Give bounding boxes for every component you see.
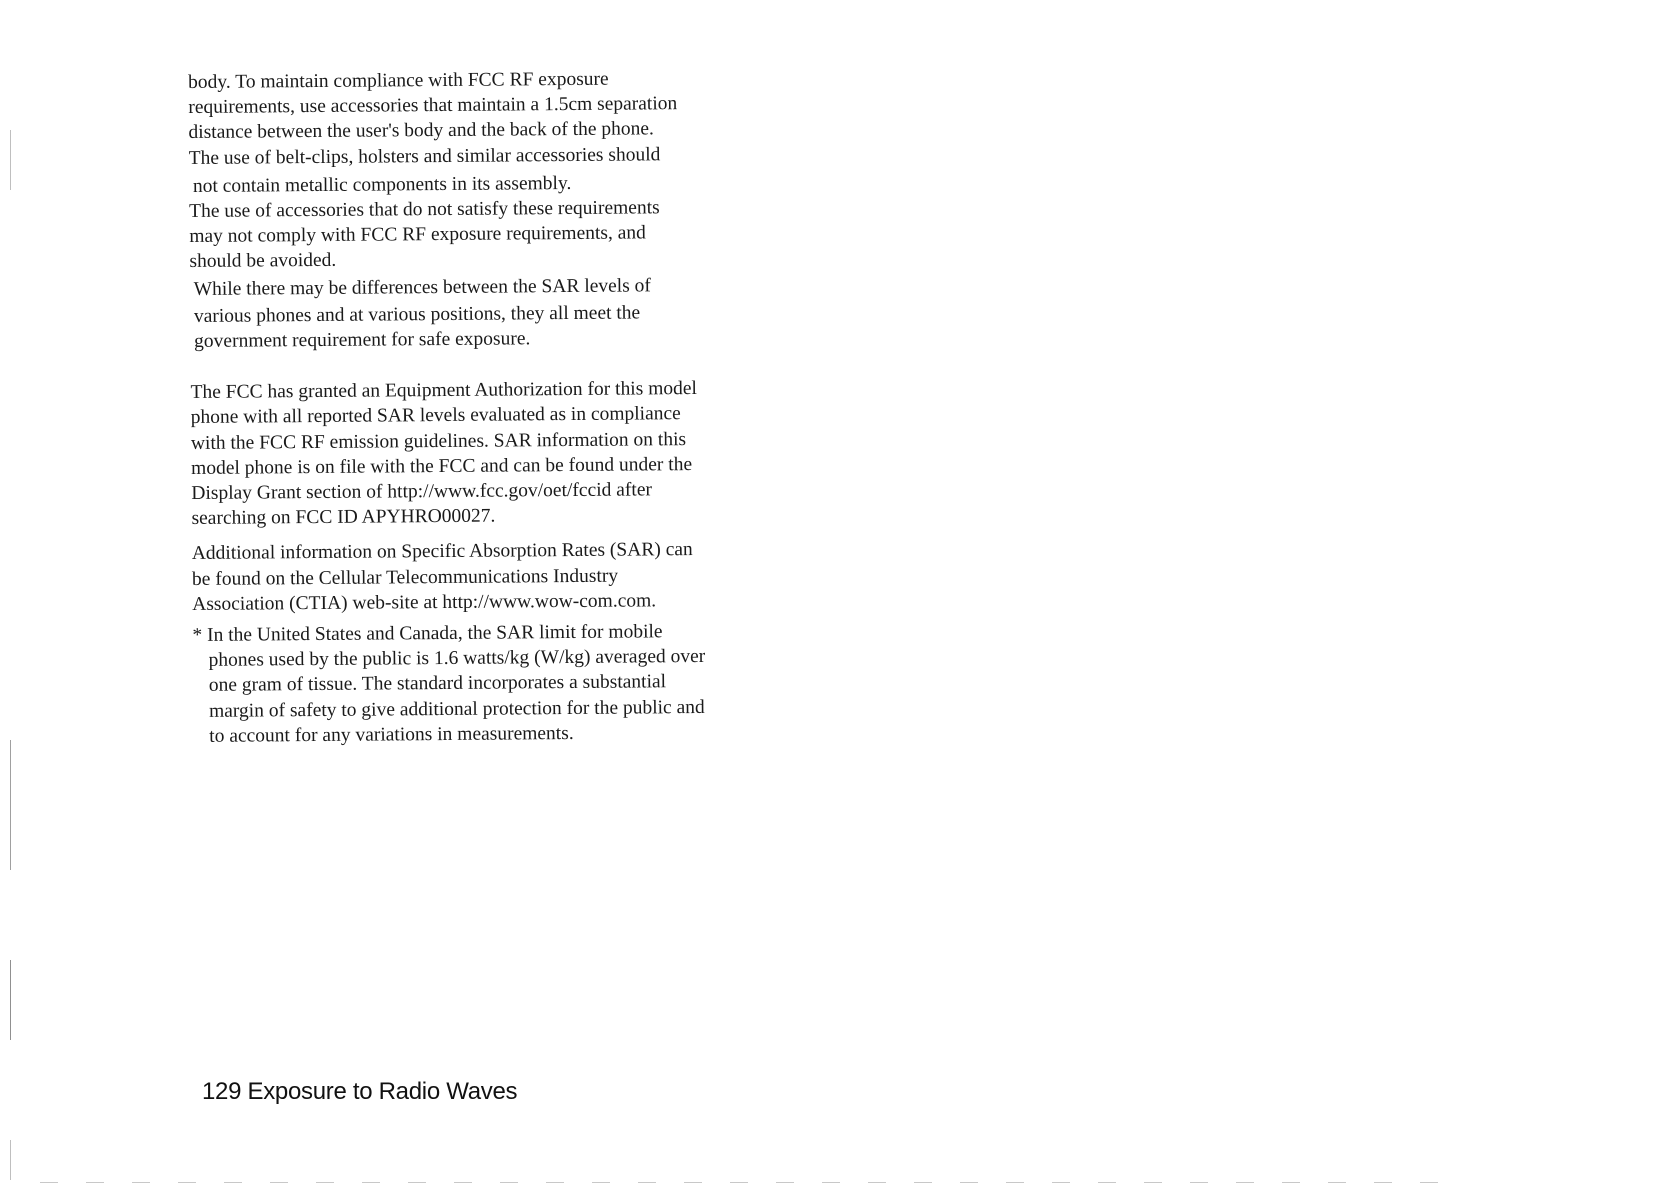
text-line: Display Grant section of http://www.fcc.gov/oet/fccid after <box>191 479 653 505</box>
scan-artifact <box>10 1140 11 1180</box>
text-line: model phone is on file with the FCC and can be found under the <box>191 453 693 479</box>
text-line: The FCC has granted an Equipment Authorization for this model <box>190 378 697 404</box>
text-line: While there may be differences between the SAR levels of <box>193 274 651 300</box>
paragraph-additional-info <box>192 537 753 617</box>
footnote-line: phones used by the public is 1.6 watts/kg (W/kg) averaged over <box>208 646 706 672</box>
footnote-line: margin of safety to give additional protection for the public and <box>208 696 705 722</box>
scan-artifact <box>10 960 11 1040</box>
paragraph-accessories <box>188 66 750 355</box>
footnote-line: * In the United States and Canada, the SAR limit for mobile <box>192 621 663 647</box>
text-line: Additional information on Specific Absorption Rates (SAR) can <box>191 539 693 565</box>
text-line: searching on FCC ID APYHRO00027. <box>191 505 496 530</box>
text-line: The use of accessories that do not satisfy these requirements <box>189 197 660 223</box>
body-text-column <box>188 66 753 749</box>
text-line: with the FCC RF emission guidelines. SAR information on this <box>190 428 687 454</box>
text-line: The use of belt-clips, holsters and similar accessories should <box>188 143 661 169</box>
scan-artifact <box>40 1182 1440 1183</box>
scan-artifact <box>10 740 11 870</box>
scan-artifact <box>10 130 11 190</box>
text-line: phone with all reported SAR levels evaluated as in compliance <box>190 403 681 429</box>
text-line: Association (CTIA) web-site at http://www.wow-com.com. <box>192 590 657 615</box>
text-line: requirements, use accessories that maintain a 1.5cm separation <box>188 93 678 119</box>
text-line: government requirement for safe exposure. <box>194 328 531 352</box>
text-line: various phones and at various positions, they all meet the <box>193 302 641 327</box>
text-line: should be avoided. <box>189 250 337 273</box>
paragraph-equipment-authorization <box>190 376 751 532</box>
footnote-line: one gram of tissue. The standard incorporates a substantial <box>208 671 667 697</box>
text-line: body. To maintain compliance with FCC RF exposure <box>188 68 609 93</box>
text-line: not contain metallic components in its assembly. <box>192 172 572 197</box>
sar-limit-footnote <box>192 619 753 749</box>
text-line: distance between the user's body and the back of the phone. <box>188 118 654 144</box>
page-footer: 129 Exposure to Radio Waves <box>202 1078 518 1105</box>
text-line: be found on the Cellular Telecommunications Industry <box>191 565 619 590</box>
text-line: may not comply with FCC RF exposure requirements, and <box>189 222 646 248</box>
footnote-line: to account for any variations in measurements. <box>209 722 574 747</box>
